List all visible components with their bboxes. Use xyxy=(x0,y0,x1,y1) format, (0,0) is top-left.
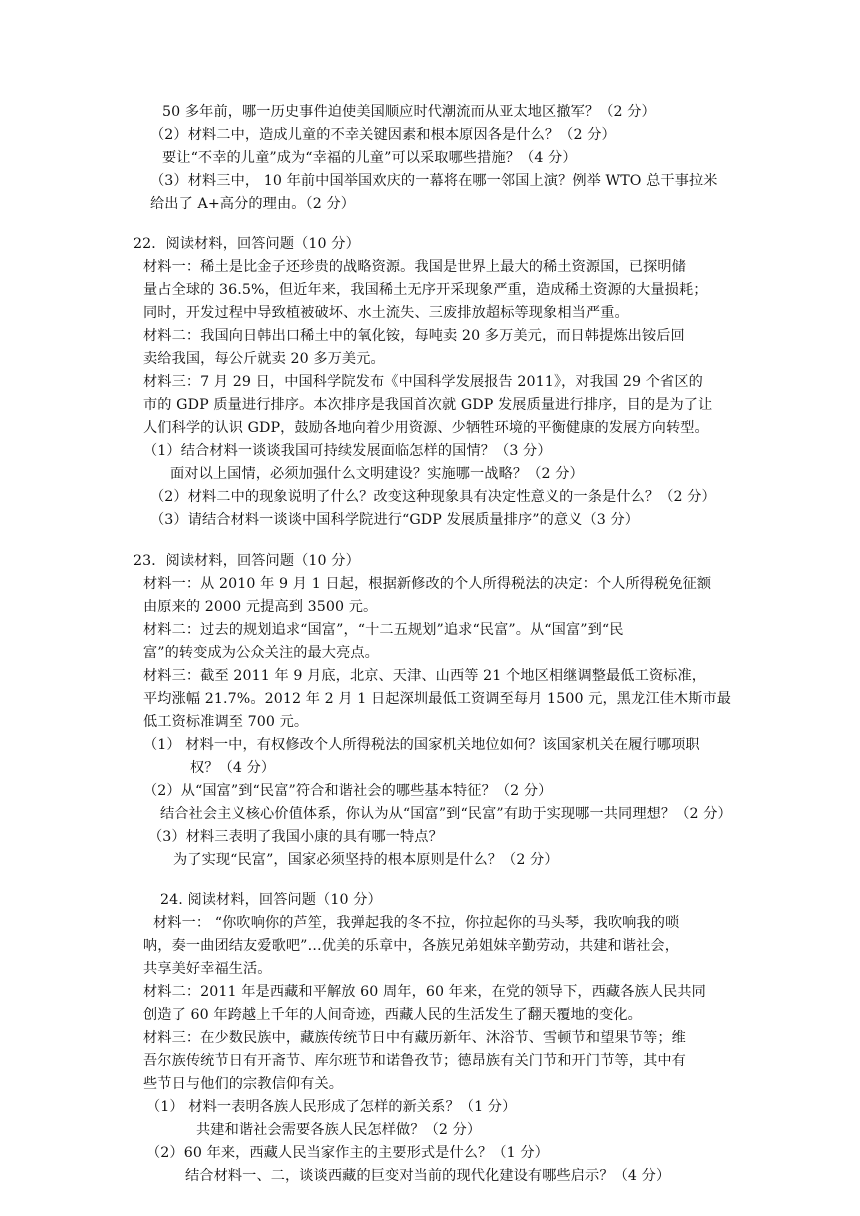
q23-line: 材料三：截至 2011 年 9 月底，北京、天津、山西等 21 个地区相继调整最低工资标准， xyxy=(143,668,707,684)
q22-line: （2）材料二中的现象说明了什么？改变这种现象具有决定性意义的一条是什么？（2 分） xyxy=(150,489,716,505)
q22-line: 人们科学的认识 GDP，鼓励各地向着少用资源、少牺牲环境的平衡健康的发展方向转型。 xyxy=(143,420,709,436)
q24-line: 共享美好幸福生活。 xyxy=(143,961,272,977)
q23-heading: 23．阅读材料，回答问题（10 分） xyxy=(133,553,360,569)
q23-line: 材料二：过去的规划追求“国富”，“十二五规划”追求“民富”。从“国富”到“民 xyxy=(143,622,624,638)
q22-line: （3）请结合材料一谈谈中国科学院进行“GDP 发展质量排序”的意义（3 分） xyxy=(150,512,640,528)
q21-line: （2）材料二中，造成儿童的不幸关键因素和根本原因各是什么？（2 分） xyxy=(150,127,616,143)
q22-line: 同时，开发过程中导致植被破坏、水土流失、三废排放超标等现象相当严重。 xyxy=(143,305,629,321)
q23-line: 平均涨幅 21.7%。2012 年 2 月 1 日起深圳最低工资调至每月 1500 元，黑龙江佳木斯市最 xyxy=(143,691,732,707)
q24-line: 结合材料一、二，谈谈西藏的巨变对当前的现代化建设有哪些启示？（4 分） xyxy=(185,1168,671,1184)
q24-line: 材料三：在少数民族中，藏族传统节日中有藏历新年、沐浴节、雪顿节和望果节等；维 xyxy=(143,1030,686,1046)
q21-line: 要让“不幸的儿童”成为“幸福的儿童”可以采取哪些措施？（4 分） xyxy=(162,150,577,166)
q23-line: 由原来的 2000 元提高到 3500 元。 xyxy=(143,599,378,615)
q22-line: 材料二：我国向日韩出口稀土中的氧化铵，每吨卖 20 多万美元，而日韩提炼出铵后回 xyxy=(143,328,685,344)
q24-line: 呐，奏一曲团结友爱歌吧”…优美的乐章中，各族兄弟姐妹辛勤劳动，共建和谐社会， xyxy=(143,938,679,954)
q24-line: 些节日与他们的宗教信仰有关。 xyxy=(143,1076,344,1092)
q24-heading: 24. 阅读材料，回答问题（10 分） xyxy=(160,892,382,908)
q23-line: 材料一：从 2010 年 9 月 1 日起，根据新修改的个人所得税法的决定：个人所得税免征额 xyxy=(143,576,712,592)
q22-line: 材料一：稀土是比金子还珍贵的战略资源。我国是世界上最大的稀土资源国，已探明储 xyxy=(143,259,686,275)
q23-line: （3）材料三表明了我国小康的具有哪一特点？ xyxy=(148,829,443,845)
q22-line: 材料三：7 月 29 日，中国科学院发布《中国科学发展报告 2011》，对我国 29 个省区的 xyxy=(143,374,703,390)
q24-line: 材料一： “你吹响你的芦笙，我弹起我的冬不拉，你拉起你的马头琴，我吹响我的唢 xyxy=(153,915,680,931)
q21-line: （3）材料三中， 10 年前中国举国欢庆的一幕将在哪一邻国上演？例举 WTO 总干事拉米 xyxy=(150,173,718,189)
q24-line: 材料二：2011 年是西藏和平解放 60 周年，60 年来，在党的领导下，西藏各族人民共同 xyxy=(143,984,706,1000)
q22-line: 市的 GDP 质量进行排序。本次排序是我国首次就 GDP 发展质量进行排序，目的是为了让 xyxy=(143,397,713,413)
q23-line: 权？（4 分） xyxy=(190,760,276,776)
q23-line: 为了实现“民富”，国家必须坚持的根本原则是什么？（2 分） xyxy=(173,852,559,868)
q21-line: 给出了 A+高分的理由。（2 分） xyxy=(150,196,356,212)
q22-line: 卖给我国，每公斤就卖 20 多万美元。 xyxy=(143,351,385,367)
q24-line: （1） 材料一表明各族人民形成了怎样的新关系？（1 分） xyxy=(146,1099,517,1115)
q23-line: （2）从“国富”到“民富”符合和谐社会的哪些基本特征？（2 分） xyxy=(143,783,553,799)
q22-heading: 22．阅读材料，回答问题（10 分） xyxy=(133,236,360,252)
q24-line: 创造了 60 年跨越上千年的人间奇迹，西藏人民的生活发生了翻天覆地的变化。 xyxy=(143,1007,642,1023)
q22-line: 面对以上国情，必须加强什么文明建设？实施哪一战略？（2 分） xyxy=(170,466,584,482)
q24-line: 吾尔族传统节日有开斋节、库尔班节和诺鲁孜节；德昂族有关门节和开门节等，其中有 xyxy=(143,1053,686,1069)
q23-line: （1） 材料一中，有权修改个人所得税法的国家机关地位如何？该国家机关在履行哪项职 xyxy=(143,737,700,753)
q24-line: 共建和谐社会需要各族人民怎样做？（2 分） xyxy=(196,1122,482,1138)
q23-line: 结合社会主义核心价值体系，你认为从“国富”到“民富”有助于实现哪一共同理想？（2 分） xyxy=(160,806,732,822)
q23-line: 低工资标准调至 700 元。 xyxy=(143,714,309,730)
q22-line: （1）结合材料一谈谈我国可持续发展面临怎样的国情？（3 分） xyxy=(143,443,552,459)
q21-line: 50 多年前，哪一历史事件迫使美国顺应时代潮流而从亚太地区撤军？（2 分） xyxy=(162,104,656,120)
q24-line: （2）60 年来，西藏人民当家作主的主要形式是什么？（1 分） xyxy=(146,1145,549,1161)
q22-line: 量占全球的 36.5%，但近年来，我国稀土无序开采现象严重，造成稀土资源的大量损耗； xyxy=(143,282,708,298)
q23-line: 富”的转变成为公众关注的最大亮点。 xyxy=(143,645,379,661)
